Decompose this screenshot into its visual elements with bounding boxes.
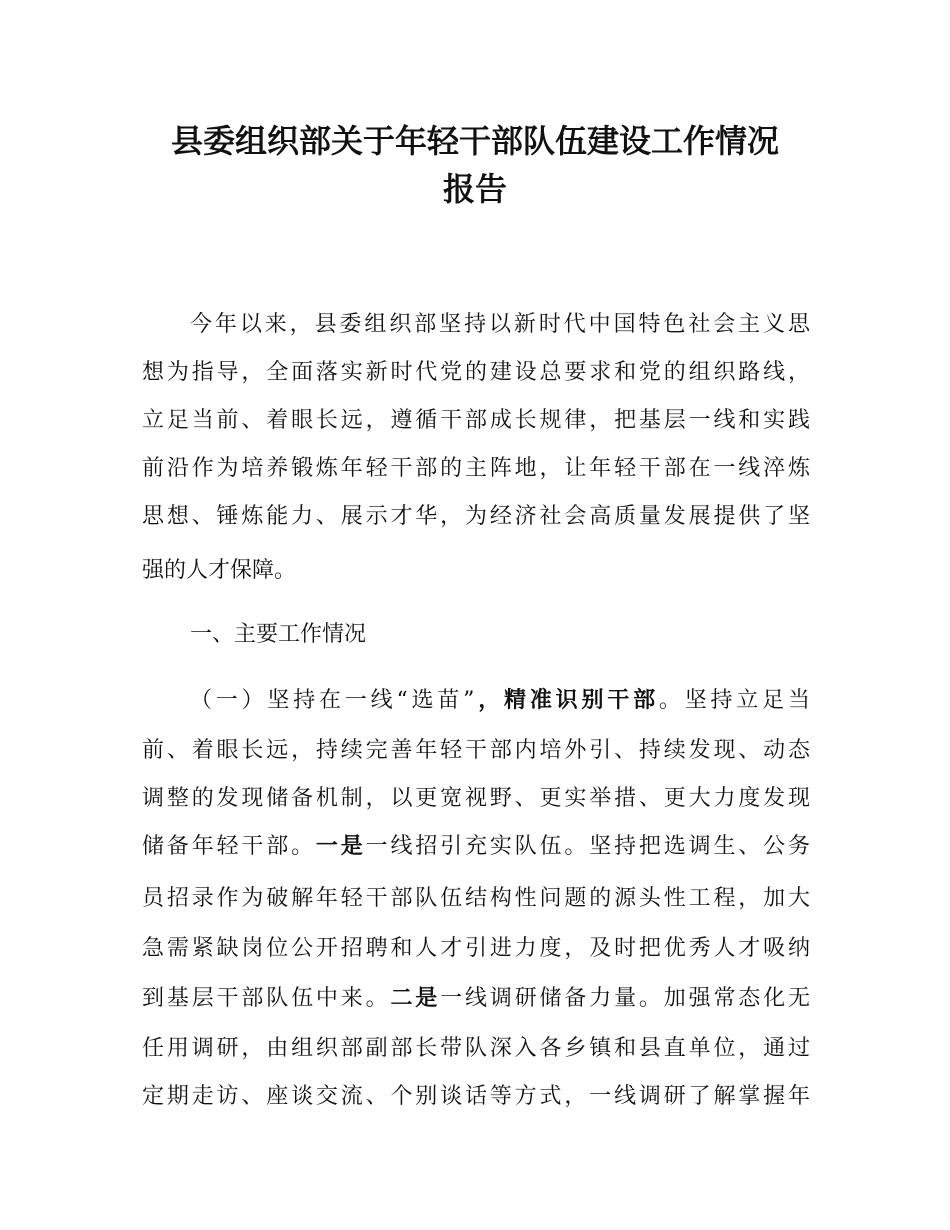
- subsection-line: [190, 678, 810, 724]
- subsection-suffix: 。坚持立足当: [658, 688, 810, 713]
- section-heading: 一、主要工作情况: [190, 622, 367, 647]
- body-line: 定期走访、座谈交流、个别谈话等方式，一线调研了解掌握年: [142, 1084, 810, 1109]
- point-label-two: 二是: [390, 986, 441, 1011]
- document-title-line-2: 报告: [442, 170, 507, 208]
- body-line: 前、着眼长远，持续完善年轻干部内培外引、持续发现、动态: [142, 738, 810, 763]
- body-text: 一线调研储备力量。加强常态化无: [440, 986, 810, 1011]
- body-line: 调整的发现储备机制，以更宽视野、更实举措、更大力度发现: [142, 786, 810, 811]
- body-line: [142, 976, 810, 1022]
- intro-line: 立足当前、着眼长远，遵循干部成长规律，把基层一线和实践: [142, 408, 810, 433]
- body-line: 急需紧缺岗位公开招聘和人才引进力度，及时把优秀人才吸纳: [142, 936, 810, 961]
- body-line: [142, 824, 810, 870]
- subsection-bold-title: ，精准识别干部: [474, 688, 659, 713]
- document-title-line-1: 县委组织部关于年轻干部队伍建设工作情况: [170, 122, 779, 160]
- body-text: 储备年轻干部。: [142, 834, 316, 859]
- body-line: 任用调研，由组织部副部长带队深入各乡镇和县直单位，通过: [142, 1036, 810, 1061]
- intro-line: 今年以来，县委组织部坚持以新时代中国特色社会主义思: [190, 312, 810, 337]
- body-text: 一线招引充实队伍。坚持把选调生、公务: [365, 834, 810, 859]
- intro-line: 前沿作为培养锻炼年轻干部的主阵地，让年轻干部在一线淬炼: [142, 456, 810, 481]
- subsection-prefix: （一）坚持在一线“选苗”: [190, 688, 475, 713]
- point-label-one: 一是: [315, 834, 366, 859]
- intro-line: 强的人才保障。: [142, 558, 297, 583]
- intro-line: 思想、锤炼能力、展示才华，为经济社会高质量发展提供了坚: [142, 504, 810, 529]
- body-text: 到基层干部队伍中来。: [142, 986, 391, 1011]
- intro-line: 想为指导，全面落实新时代党的建设总要求和党的组织路线，: [142, 360, 810, 385]
- body-line: 员招录作为破解年轻干部队伍结构性问题的源头性工程，加大: [142, 886, 810, 911]
